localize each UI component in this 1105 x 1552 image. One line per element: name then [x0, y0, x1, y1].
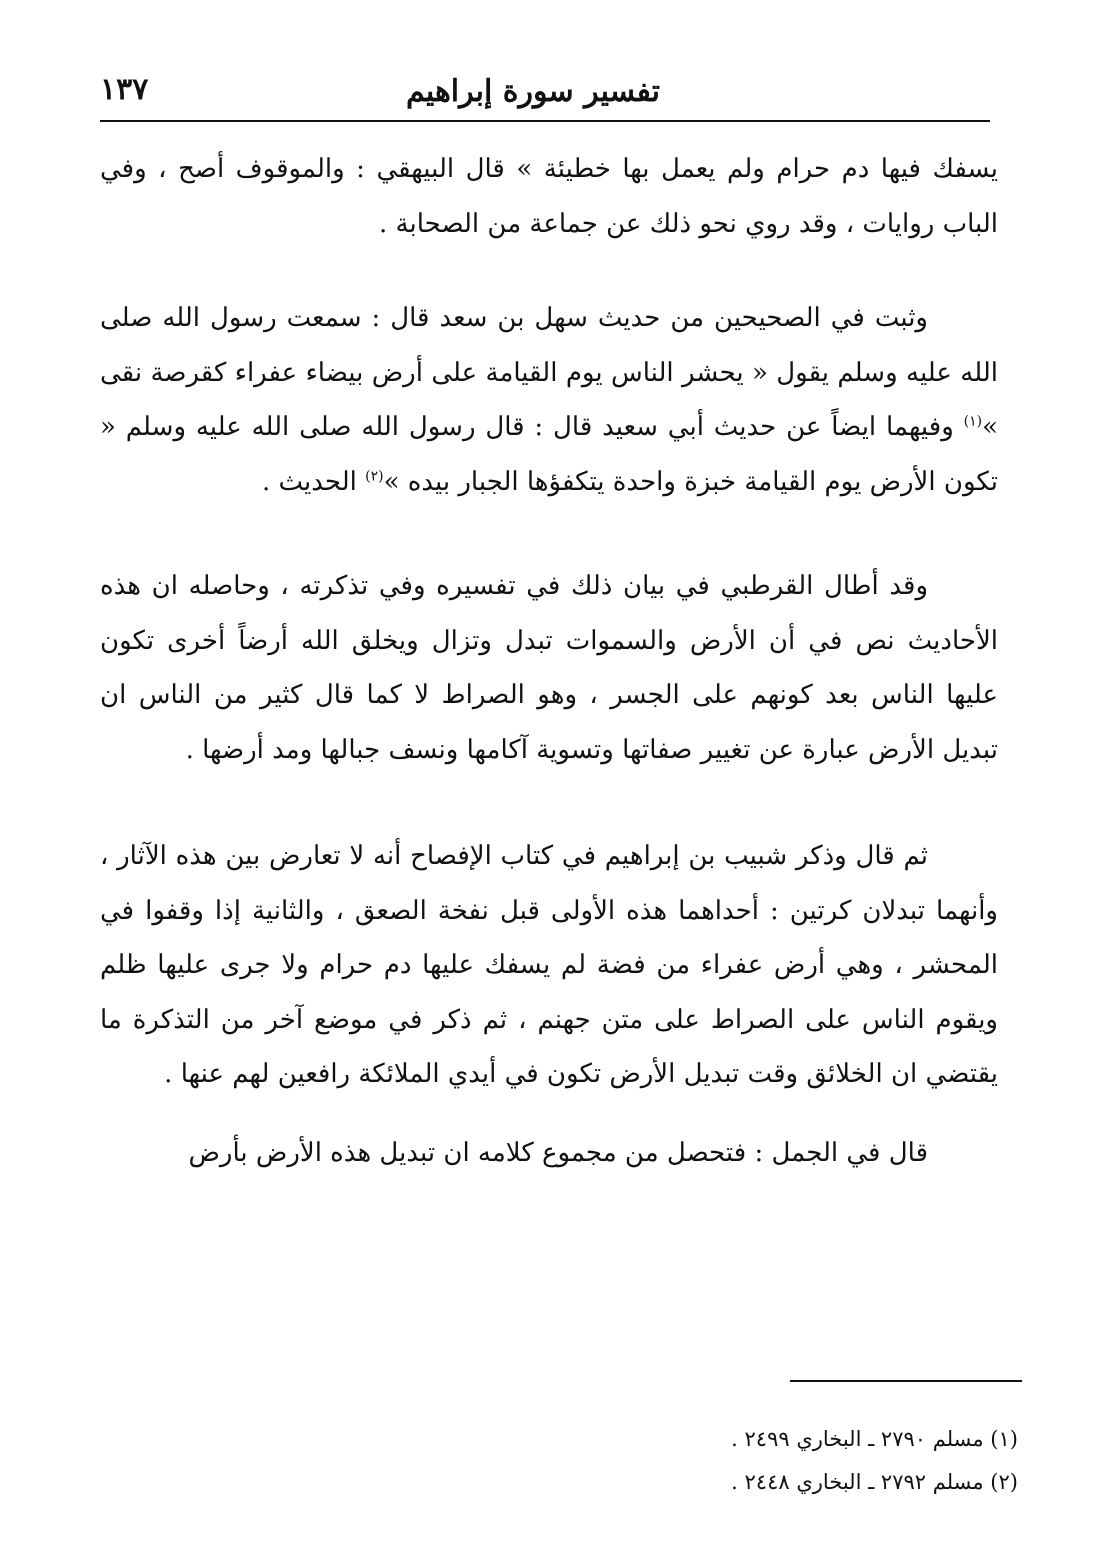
- footnote-divider: [790, 1380, 1022, 1382]
- footnote-1: (١) مسلم ٢٧٩٠ ـ البخاري ٢٤٩٩ .: [731, 1427, 1018, 1451]
- page-number: ١٣٧: [100, 72, 149, 107]
- paragraph-2-text-a: وثبت في الصحيحين من حديث سهل بن سعد قال : سمعت رسول الله صلى الله عليه وسلم يقول « يحشر الناس يوم القيامة على أرض بيضاء عفراء كقرصة نقى »: [100, 303, 998, 442]
- footnotes: [400, 1418, 1018, 1504]
- paragraph-spacer: [100, 251, 998, 291]
- paragraph-2-text-b: وفيهما ايضاً عن حديث أبي سعيد قال : قال رسول الله صلى الله عليه وسلم « تكون الأرض يوم القيامة خبزة واحدة يتكفؤها الجبار بيده »: [100, 412, 998, 497]
- main-text: [100, 142, 998, 1180]
- paragraph-5: قال في الجمل : فتحصل من مجموع كلامه ان تبديل هذه الأرض بأرض: [188, 1137, 928, 1168]
- footnote-2: (٢) مسلم ٢٧٩٢ ـ البخاري ٢٤٤٨ .: [731, 1470, 1018, 1494]
- running-title: تفسير سورة إبراهيم: [405, 74, 660, 109]
- paragraph-spacer: [100, 777, 998, 829]
- footnote-ref-1[interactable]: (١): [963, 413, 983, 430]
- page-header: [100, 62, 990, 112]
- paragraph-2-text-c: الحديث .: [261, 466, 366, 497]
- paragraph-3: وقد أطال القرطبي في بيان ذلك في تفسيره وفي تذكرته ، وحاصله ان هذه الأحاديث نص في أن الأرض والسموات تبدل وتزال ويخلق الله أرضاً أخرى تكون عليها الناس بعد كونهم على الجسر ، وهو الصراط لا كما قال كثير من الناس ان تبديل الأرض عبارة عن تغيير صفاتها وتسوية آكامها ونسف جبالها ومد أرضها .: [100, 571, 998, 765]
- paragraph-spacer: [100, 1102, 998, 1126]
- paragraph-1: يسفك فيها دم حرام ولم يعمل بها خطيئة » قال البيهقي : والموقوف أصح ، وفي الباب روايات ، وقد روي نحو ذلك عن جماعة من الصحابة .: [100, 154, 998, 239]
- footnote-ref-2[interactable]: (٢): [365, 467, 384, 484]
- paragraph-2: [100, 291, 998, 509]
- header-divider: [100, 120, 990, 122]
- paragraph-spacer: [100, 509, 998, 559]
- paragraph-4: ثم قال وذكر شبيب بن إبراهيم في كتاب الإفصاح أنه لا تعارض بين هذه الآثار ، وأنهما تبدلان كرتين : أحداهما هذه الأولى قبل نفخة الصعق ، والثانية إذا وقفوا في المحشر ، وهي أرض عفراء من فضة لم يسفك عليها دم حرام ولا جرى عليها ظلم ويقوم الناس على الصراط على متن جهنم ، ثم ذكر في موضع آخر من التذكرة ما يقتضي ان الخلائق وقت تبديل الأرض تكون في أيدي الملائكة رافعين لهم عنها .: [100, 841, 998, 1089]
